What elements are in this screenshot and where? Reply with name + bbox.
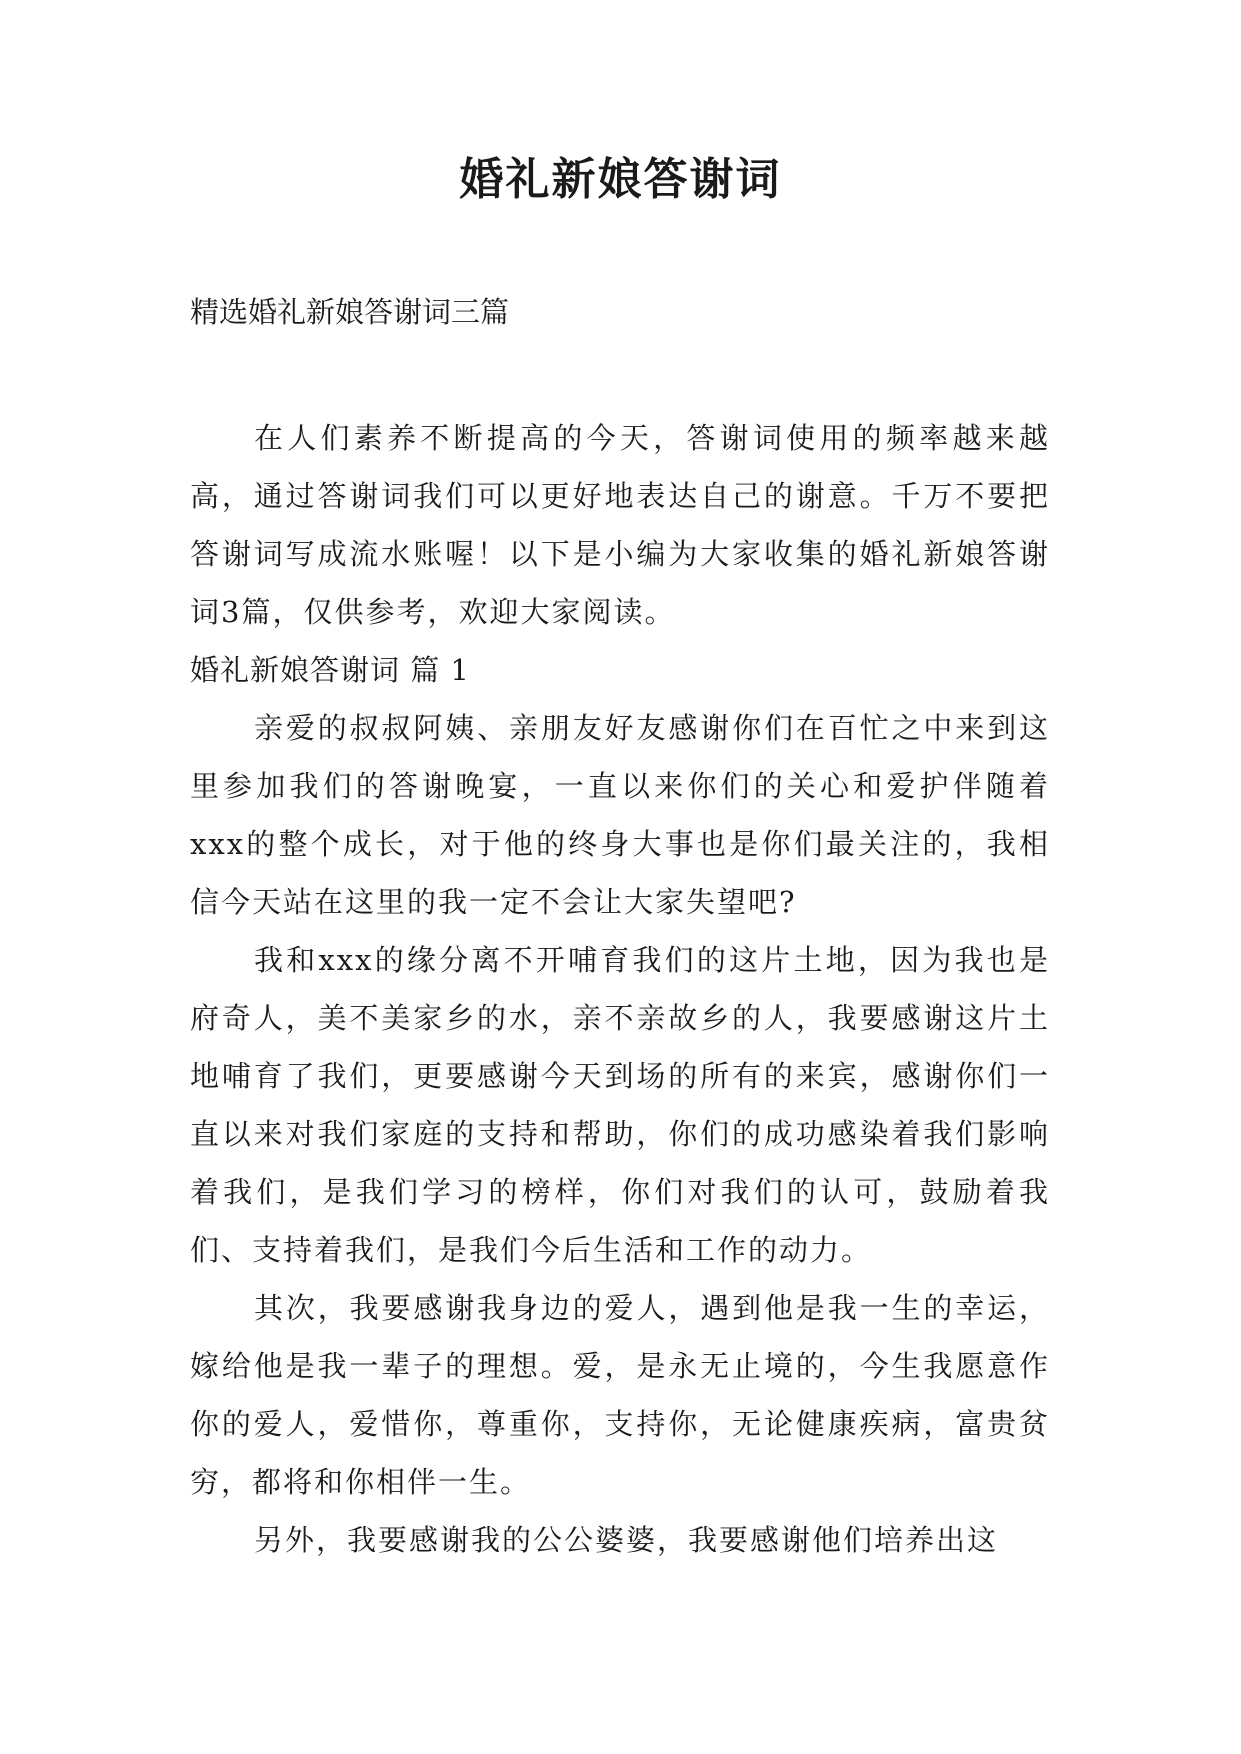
body-paragraph: 另外，我要感谢我的公公婆婆，我要感谢他们培养出这 bbox=[254, 1523, 999, 1557]
body-paragraph: 我和xxx的缘分离不开哺育我们的这片土地，因为我也是府奇人，美不美家乡的水，亲不亲故乡的人，我要感谢这片土地哺育了我们，更要感谢今天到场的所有的来宾，感谢你们一直以来对我们家庭的支持和帮助，你们的成功感染着我们影响着我们，是我们学习的榜样，你们对我们的认可，鼓励着我们、支持着我们，是我们今后生活和工作的动力。 bbox=[190, 943, 1050, 1267]
section-heading: 婚礼新娘答谢词 篇 1 bbox=[190, 653, 470, 687]
body-paragraph: 亲爱的叔叔阿姨、亲朋友好友感谢你们在百忙之中来到这里参加我们的答谢晚宴，一直以来你们的关心和爱护伴随着xxx的整个成长，对于他的终身大事也是你们最关注的，我相信今天站在这里的我一定不会让大家失望吧? bbox=[190, 711, 1050, 919]
intro-paragraph: 在人们素养不断提高的今天，答谢词使用的频率越来越高，通过答谢词我们可以更好地表达自己的谢意。千万不要把答谢词写成流水账喔！以下是小编为大家收集的婚礼新娘答谢词3篇，仅供参考，欢迎大家阅读。 bbox=[190, 421, 1050, 629]
document-subtitle: 精选婚礼新娘答谢词三篇 bbox=[190, 295, 510, 329]
document-title: 婚礼新娘答谢词 bbox=[459, 154, 782, 205]
body-paragraph: 其次，我要感谢我身边的爱人，遇到他是我一生的幸运，嫁给他是我一辈子的理想。爱，是永无止境的，今生我愿意作你的爱人，爱惜你，尊重你，支持你，无论健康疾病，富贵贫穷，都将和你相伴一生。 bbox=[190, 1291, 1050, 1499]
document-body bbox=[190, 409, 1050, 1569]
